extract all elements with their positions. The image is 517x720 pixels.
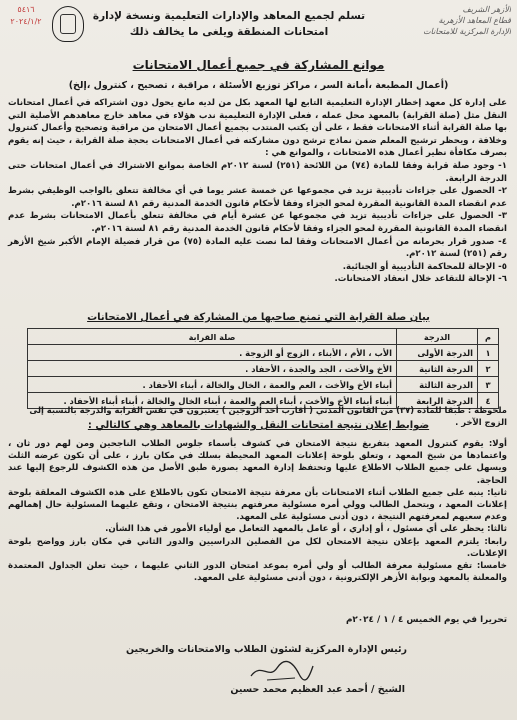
table-cell: ٣: [478, 377, 499, 393]
column-header: صلة القرابة: [28, 329, 397, 345]
impediment-item: ٣- الحصول على جزاءات تأديبية تزيد في مجموعها عن عشرة أيام في مخالفة تتعلق بأعمال الامتحانات بشرط عدم انقضاء المدة القانونية المقررة لمحو الجزاء وفقا لأحكام قانون الخدمة المدنية رقم ٨١ لسنة ٢٠١٦م.: [8, 211, 507, 234]
rule-item: أولا: يقوم كنترول المعهد بتفريغ نتيجة الامتحان في كشوف بأسماء جلوس الطلاب الناجحين ومن لهم دور ثان ، واعتمادها من شيخ المعهد ، وتعلق بلوحة إعلانات المعهد المحيطة بسلك في مكان بارز ، على أن تكون عرضه الثلث ويسهل على جميع الطلاب الاطلاع عليها وتحتفظ إدارة المعهد بصورة طبق الأصل من هذه الكشوف للرجوع إليها عند الحاجة.: [8, 439, 507, 486]
table-cell: أبناء الأخ والأخت ، العم والعمة ، الخال والخالة ، أبناء الأحفاد .: [28, 377, 397, 393]
intro-text: على إدارة كل معهد إخطار الإدارة التعليمية التابع لها المعهد بكل من لديه مانع يحول دون اشتراكه في أعمال امتحانات النقل مثل (صلة القرابة) بالمعهد محل عمله ، فعلى الإدارة التعليمية ندب هؤلاء في معاهد خارج معاهدهم الأصلية التي بها صلة القرابة أثناء الامتحانات فقط ، على أن يكتب المنتدب بجميع أعمال الامتحان من مراقبة وتصحيح وأعمال كنترول وخلافة ، ويحظر ترشيح المعلم ضمن نماذج ترشح دون مشاركته في أعمال الامتحانات بحجة صلة القرابة ، حيث إنه يقوم بصرف مكافأة نظير أعمال هذه الامتحانات ، والموانع هي :: [8, 98, 507, 159]
table-cell: الدرجة الرابعة: [397, 393, 478, 409]
table-cell: ١: [478, 345, 499, 361]
rule-item: خامسا: تقع مسئولية معرفة الطالب أو ولي أمره بموعد امتحان الدور الثاني عليهما ، حيث تعلن الجداول المعتمدة والمعلنة بالمعهد وبوابة الأزهر الإلكترونية ، دون أدنى مسئولية على المعهد.: [8, 561, 507, 584]
signatory-name: الشيخ / أحمد عبد العظيم محمد حسين: [230, 684, 405, 695]
rules-heading: ضوابط إعلان نتيجة امتحانات النقل والشهادات بالمعاهد وهي كالتالي :: [87, 420, 430, 431]
handwritten-signature: [247, 658, 317, 684]
column-header: الدرجة: [397, 329, 478, 345]
letterhead-line-3: الإدارة المركزية للامتحانات: [423, 27, 511, 36]
table-cell: ٤: [478, 393, 499, 409]
rule-item: ثانيا: ينبه على جميع الطلاب أثناء الامتحانات بأن معرفة نتيجة الامتحان تكون بالاطلاع على هذه الكشوف المعلقة بلوحة إعلانات المعهد ، ويتحمل الطالب وولي أمره مسئولية معرفتهم بنتيجة الامتحان ، وتقع عليهما المسئولية حال إهمالهم وعدم سعيهم لمعرفتهم النتيجة ، دون أدنى مسئولية على المعهد.: [8, 487, 507, 523]
impediment-item: ١- وجود صلة قرابة وفقا للمادة (٧٤) من اللائحة (٢٥١) لسنة ٢٠١٢م الخاصة بموانع الاشتراك في أعمال امتحانات حتى الدرجة الرابعة.: [8, 161, 507, 184]
reference-number-line1: ٥٤١٦: [17, 5, 35, 14]
kinship-table-heading: بيان صلة القرابة التي تمنع صاحبها من المشاركة في أعمال الامتحانات: [87, 312, 430, 323]
issue-date: تحريرا في يوم الخميس ٤ / ١ / ٢٠٢٤م: [345, 615, 507, 625]
impediment-item: ٤- صدور قرار بحرمانه من أعمال الامتحانات وفقا لما نصت عليه المادة (٧٥) من قرار فضيلة الإمام الأكبر شيخ الأزهر رقم (٢٥١) لسنة ٢٠١٢م.: [8, 236, 507, 260]
column-header: م: [478, 329, 499, 345]
rule-item: ثالثا: يحظر على أي مسئول ، أو إداري ، أو عامل بالمعهد التعامل مع أولياء الأمور في هذا الشأن.: [105, 524, 507, 535]
kinship-table: [27, 328, 499, 409]
kinship-note: ملحوظة : طبقا للمادة (٣٧) من القانون المدني ( أقارب أحد الزوجين ) يعتبرون في نفس القرابة والدرجة بالنسبة إلى الزوج الآخر .: [29, 405, 507, 427]
page-subtitle: (أعمال المطبعة ،أمانة السر ، مراكز توزيع الأسئلة ، مراقبة ، تصحيح ، كنترول ،إلخ): [68, 80, 449, 91]
table-cell: الدرجة الثالثة: [397, 377, 478, 393]
impediment-item: ٥- الإحالة للمحاكمة التأديبية أو الجنائية.: [342, 261, 507, 272]
table-cell: ٢: [478, 361, 499, 377]
distribution-header: تسلم لجميع المعاهد والإدارات التعليمية ونسخة لإدارة امتحانات المنطقة ويلغى ما يخالف ذلك: [92, 10, 366, 38]
rules-list: [8, 438, 507, 584]
impediment-item: ٦- الإحالة للتقاعد خلال انعقاد الامتحانات.: [334, 274, 507, 285]
intro-paragraph: [8, 97, 507, 160]
page-title: موانع المشاركة في جميع أعمال الامتحانات: [132, 58, 385, 72]
impediments-list: [8, 160, 507, 286]
letterhead-line-1: الأزهر الشريف: [462, 5, 511, 14]
impediment-item: ٢- الحصول على جزاءات تأديبية تزيد في مجموعها عن خمسة عشر يوما في أي مخالفة تتعلق بالواجب الوظيفي بشرط عدم انقضاء المدة القانونية المقررة لمحو الجزاء وفقا لأحكام قانون الخدمة المدنية رقم ٨١ لسنة ٢٠١٦م.: [8, 186, 507, 209]
table-row: [28, 361, 499, 377]
rule-item: رابعا: يلتزم المعهد بإعلان نتيجة الامتحان لكل من الفصلين الدراسيين والدور الثاني في مكان بارز وواضح بلوحة الإعلانات.: [8, 536, 507, 559]
table-cell: الدرجة الثانية: [397, 361, 478, 377]
table-cell: الدرجة الأولى: [397, 345, 478, 361]
reference-number: [6, 4, 46, 40]
table-cell: الأب ، الأم ، الأبناء ، الزوج أو الزوجة .: [28, 345, 397, 361]
table-header-row: [28, 329, 499, 345]
table-cell: الأخ والأخت ، الجد والجدة ، الأحفاد .: [28, 361, 397, 377]
letterhead: [385, 4, 511, 48]
letterhead-line-2: قطاع المعاهد الأزهرية: [438, 16, 511, 25]
table-cell: أبناء أبناء الأخ والأخت ، أبناء العم والعمة ، أبناء الخال والخالة ، أبناء أبناء الأحفاد .: [28, 393, 397, 409]
table-row: [28, 345, 499, 361]
reference-number-line2: ٢٠٢٤/١/٢: [10, 17, 42, 26]
table-row: [28, 377, 499, 393]
signatory-title: رئيس الإدارة المركزية لشئون الطلاب والامتحانات والخريجين: [125, 644, 407, 655]
